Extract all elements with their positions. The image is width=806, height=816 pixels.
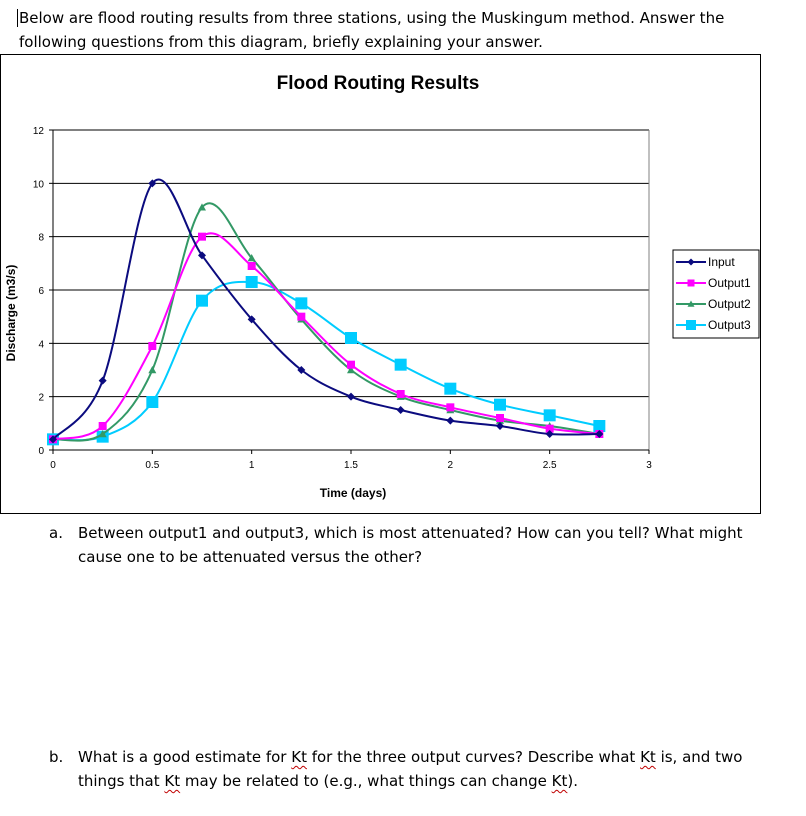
chart-title: Flood Routing Results: [276, 73, 480, 94]
data-point: [397, 390, 405, 398]
intro-text: Below are flood routing results from three stations, using the Muskingum method. Answer the following questions from this diagram, briefly explaining your answer.: [19, 9, 725, 51]
data-point: [494, 399, 506, 411]
question-b-part: may be related to (e.g., what things can change: [180, 772, 552, 790]
series-output2: [49, 203, 603, 442]
y-tick-label: 10: [32, 179, 44, 191]
gridlines: [53, 130, 649, 450]
x-tick-label: 0.5: [145, 460, 160, 471]
legend-label: Input: [708, 255, 735, 269]
x-tick-label: 2.5: [542, 460, 557, 471]
data-point: [248, 262, 256, 270]
legend-label: Output2: [708, 297, 751, 311]
x-tick-label: 1: [248, 460, 255, 471]
data-point: [196, 295, 208, 307]
flood-routing-chart: [1, 55, 762, 515]
legend-label: Output1: [708, 276, 751, 290]
data-point: [544, 409, 556, 421]
data-point: [295, 297, 307, 309]
data-point: [347, 393, 355, 401]
chart-container: [0, 54, 761, 514]
question-b-kt: Kt: [291, 748, 307, 766]
data-point: [345, 332, 357, 344]
question-b-text: [78, 745, 768, 793]
y-axis-label: Discharge (m3/s): [4, 264, 18, 362]
data-point: [347, 361, 355, 369]
data-point: [146, 396, 158, 408]
series-input: [49, 179, 603, 443]
data-point: [446, 403, 454, 411]
question-b-part: for the three output curves? Describe what: [306, 748, 641, 766]
x-tick-label: 0: [50, 460, 56, 471]
y-tick-label: 2: [38, 392, 44, 404]
series-line: [53, 282, 599, 440]
data-point: [395, 359, 407, 371]
data-point: [496, 414, 504, 422]
question-a-letter: a.: [49, 524, 63, 542]
y-tick-label: 12: [32, 126, 44, 137]
legend-label: Output3: [708, 318, 751, 332]
question-b-kt: Kt: [164, 772, 181, 790]
x-tick-label: 1.5: [344, 460, 358, 471]
y-tick-label: 8: [38, 232, 44, 244]
data-point: [246, 276, 258, 288]
data-point: [444, 383, 456, 395]
data-point: [688, 280, 695, 287]
series-group: [47, 179, 605, 445]
series-output3: [47, 276, 605, 445]
series-output1: [49, 233, 603, 444]
axes: [33, 126, 652, 471]
question-b-part: is, and two things that: [78, 748, 743, 790]
x-tick-label: 2: [447, 460, 454, 471]
y-tick-label: 0: [38, 446, 44, 457]
question-b-part: ).: [567, 772, 578, 790]
data-point: [397, 406, 405, 414]
question-b-kt: Kt: [640, 748, 656, 766]
legend: [673, 250, 759, 338]
data-point: [99, 422, 107, 430]
y-tick-label: 6: [38, 286, 44, 297]
legend-item-output3: [676, 318, 751, 332]
question-b-part: What is a good estimate for: [78, 748, 292, 766]
data-point: [148, 366, 156, 373]
data-point: [446, 417, 454, 425]
text-cursor: [17, 9, 18, 27]
question-b-kt: Kt: [551, 772, 568, 790]
data-point: [99, 377, 107, 385]
data-point: [686, 320, 696, 330]
data-point: [148, 342, 156, 350]
x-axis-label: Time (days): [319, 486, 387, 500]
data-point: [198, 233, 206, 241]
x-tick-label: 3: [646, 460, 652, 471]
y-tick-label: 4: [38, 339, 44, 351]
question-b-letter: b.: [49, 748, 64, 766]
question-a-text: Between output1 and output3, which is most attenuated? How can you tell? What might cause one to be attenuated versus the other?: [78, 524, 743, 566]
data-point: [297, 313, 305, 321]
